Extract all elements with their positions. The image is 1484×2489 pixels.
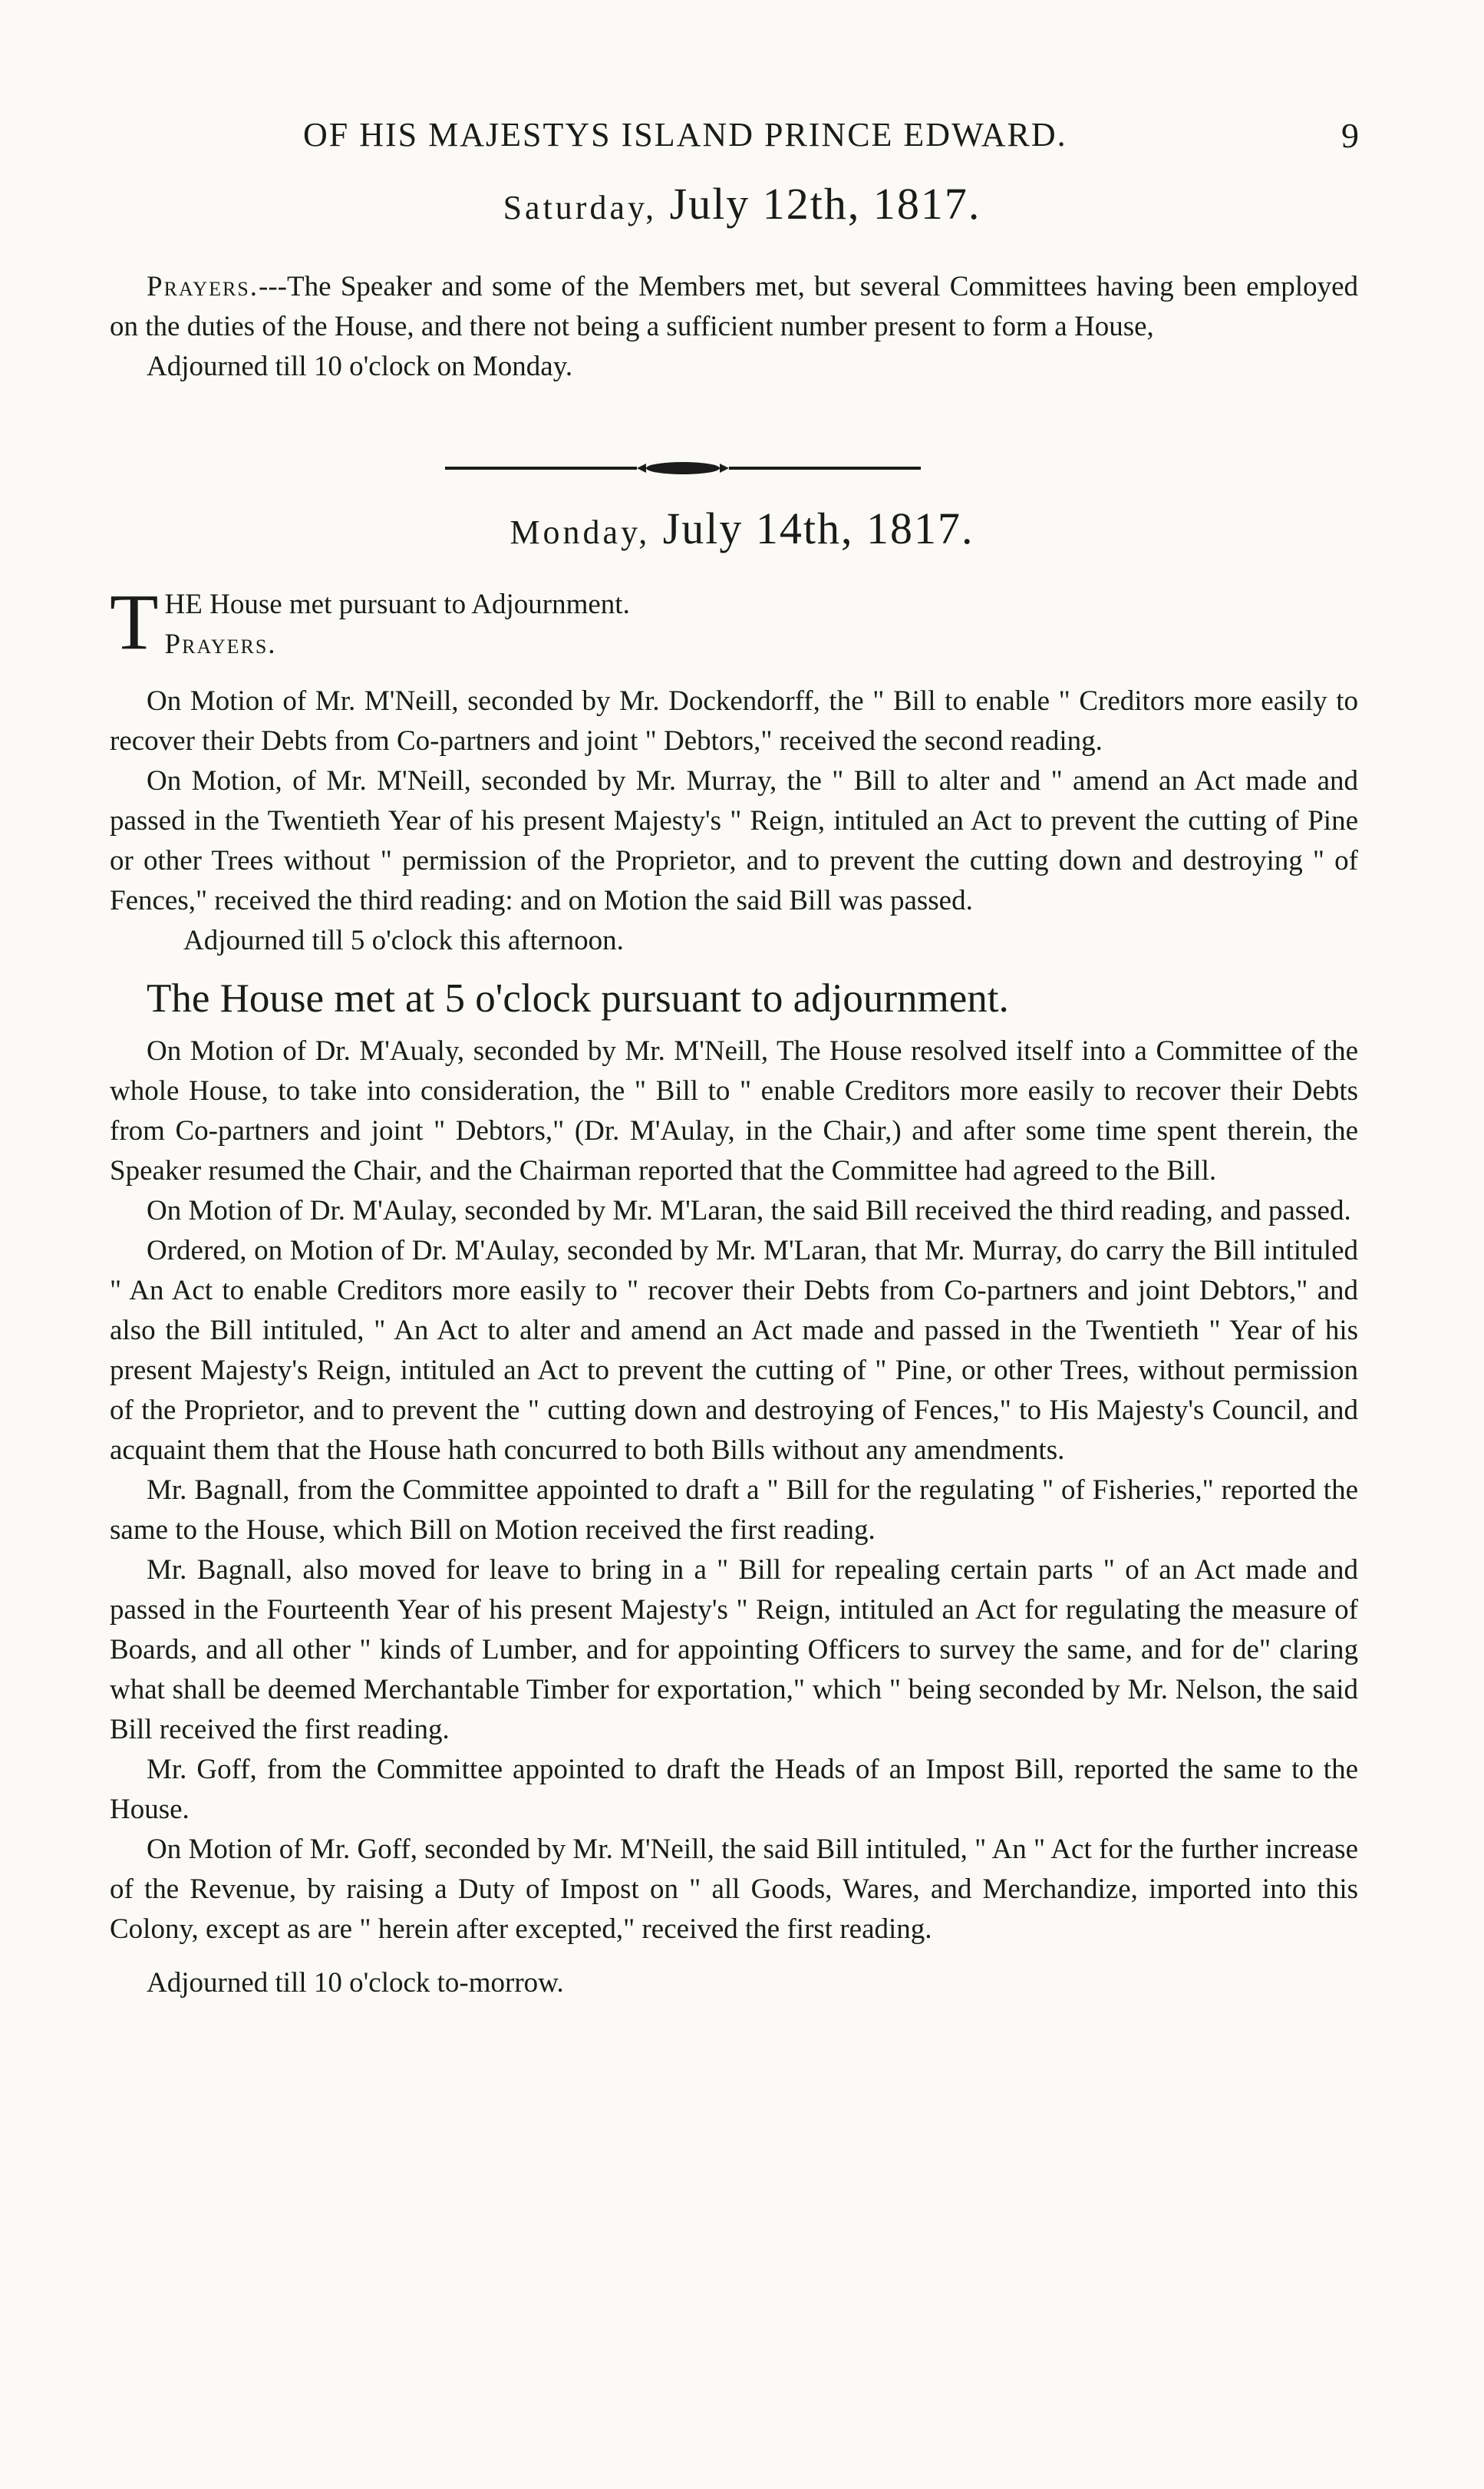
monday-opening-text: HE House met pursuant to Adjournment.	[164, 589, 630, 620]
monday-date: July 14th, 1817.	[650, 503, 974, 553]
monday-date-heading	[0, 503, 1484, 554]
saturday-prayers-paragraph	[110, 267, 1358, 347]
saturday-prayers-label: Prayers.	[147, 271, 259, 302]
monday-paragraph: Adjourned till 5 o'clock this afternoon.	[183, 925, 624, 956]
saturday-day-name: Saturday,	[503, 189, 658, 226]
afternoon-paragraph: Mr. Goff, from the Committee appointed to draft the Heads of an Impost Bill, reported the same to the House.	[110, 1754, 1358, 1825]
afternoon-adjourned: Adjourned till 10 o'clock to-morrow.	[147, 1967, 564, 1999]
saturday-adjourned: Adjourned till 10 o'clock on Monday.	[147, 351, 573, 382]
saturday-prayers-text: ---The Speaker and some of the Members met, but several Committees having been employed on the duties of the House, and there not being a sufficient number present to form a House,	[110, 271, 1358, 342]
monday-paragraph: On Motion, of Mr. M'Neill, seconded by Mr. Murray, the " Bill to alter and " amend an Act made and passed in the Twentieth Year of his present Majesty's " Reign, intituled an Act to prevent the cutting of Pine or other Trees without " permission of the Proprietor, and to prevent the cutting down and destroying " of Fences," received the third reading: and on Motion the said Bill was passed.	[110, 765, 1358, 916]
monday-paragraph: On Motion of Mr. M'Neill, seconded by Mr. Dockendorff, the " Bill to enable " Creditors more easily to recover their Debts from Co-partners and joint " Debtors," received the second reading.	[110, 685, 1358, 757]
afternoon-paragraph: Ordered, on Motion of Dr. M'Aulay, seconded by Mr. M'Laran, that Mr. Murray, do carry the Bill intituled " An Act to enable Creditors more easily to " recover their Debts from Co-partners and joint Debtors," and also the Bill intituled, " An Act to alter and amend an Act made and passed in the Twentieth " Year of his present Majesty's Reign, intituled an Act to prevent the cutting of " Pine, or other Trees, without permission of the Proprietor, and to prevent the " cutting down and destroying of Fences," to His Majesty's Council, and acquaint them that the House hath concurred to both Bills without any amendments.	[110, 1235, 1358, 1466]
afternoon-paragraph: Mr. Bagnall, also moved for leave to bring in a " Bill for repealing certain parts " of an Act made and passed in the Fourteenth Year of his present Majesty's " Reign, intituled an Act for regulating the measure of Boards, and all other " kinds of Lumber, and for appointing Officers to survey the same, and for de" claring what shall be deemed Merchantable Timber for exportation," which " being seconded by Mr. Nelson, the said Bill received the first reading.	[110, 1554, 1358, 1745]
afternoon-heading: The House met at 5 o'clock pursuant to adjournment.	[147, 976, 1009, 1021]
afternoon-paragraph: On Motion of Mr. Goff, seconded by Mr. M'Neill, the said Bill intituled, " An " Act for the further increase of the Revenue, by raising a Duty of Impost on " all Goods, Wares, and Merchandize, imported into this Colony, except as are " herein after excepted," received the first reading.	[110, 1834, 1358, 1945]
ornamental-divider	[445, 460, 921, 476]
monday-day-name: Monday,	[510, 513, 651, 551]
monday-opening	[110, 578, 1358, 666]
afternoon-paragraph: Mr. Bagnall, from the Committee appointed to draft a " Bill for the regulating " of Fisheries," reported the same to the House, which Bill on Motion received the first reading.	[110, 1474, 1358, 1546]
running-head: OF HIS MAJESTYS ISLAND PRINCE EDWARD.	[303, 116, 1067, 153]
saturday-date-heading	[0, 178, 1484, 229]
monday-prayers-label: Prayers.	[164, 629, 277, 660]
afternoon-paragraph: On Motion of Dr. M'Aulay, seconded by Mr. M'Laran, the said Bill received the third reading, and passed.	[147, 1195, 1351, 1226]
saturday-entry	[110, 267, 1358, 387]
drop-cap: T	[110, 578, 159, 666]
monday-entry	[110, 578, 1358, 2003]
saturday-date: July 12th, 1817.	[657, 179, 981, 229]
afternoon-paragraph: On Motion of Dr. M'Aualy, seconded by Mr. M'Neill, The House resolved itself into a Committee of the whole House, to take into consideration, the " Bill to " enable Creditors more easily to recover their Debts from Co-partners and joint " Debtors," (Dr. M'Aulay, in the Chair,) and after some time spent therein, the Speaker resumed the Chair, and the Chairman reported that the Committee had agreed to the Bill.	[110, 1035, 1358, 1187]
page-number: 9	[1341, 116, 1359, 155]
